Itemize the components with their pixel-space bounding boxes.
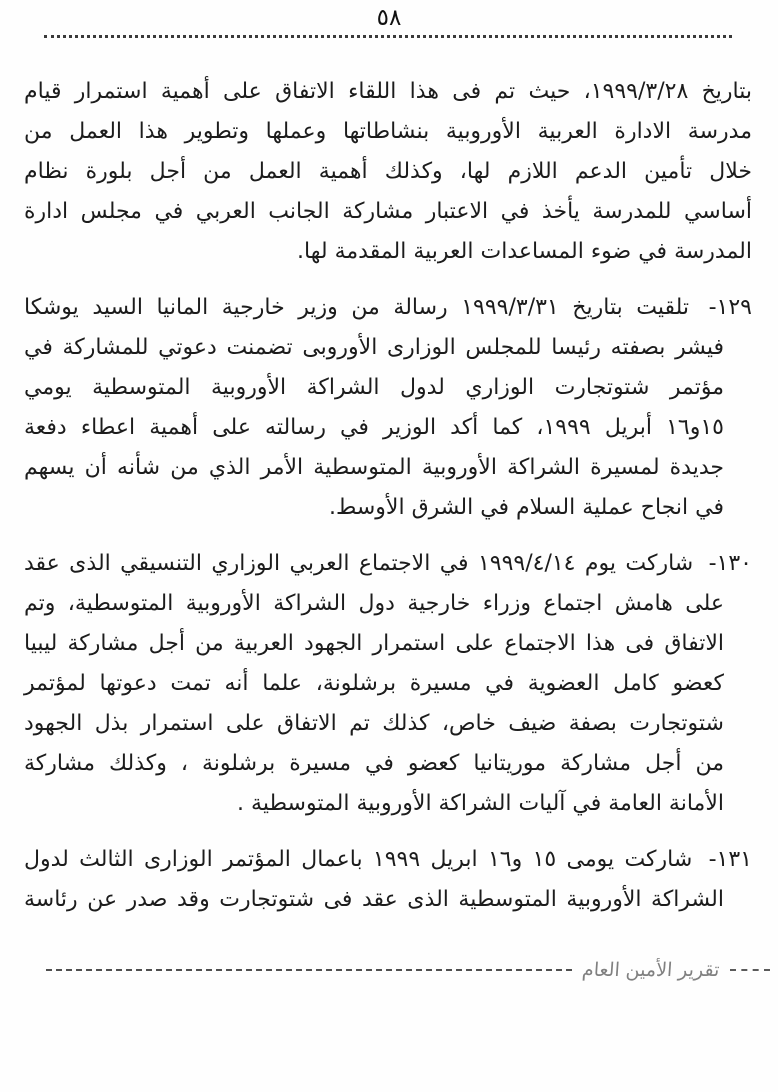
numbered-item	[24, 840, 752, 920]
text-line: خلال تأمين الدعم اللازم لها، وكذلك أهمية العمل من أجل بلورة نظام	[24, 159, 752, 184]
text-line: كعضو كامل العضوية في مسيرة برشلونة، علما أنه تمت دعوتها لمؤتمر	[24, 671, 724, 696]
text-line: الاتفاق فى هذا الاجتماع على استمرار الجهود العربية من أجل مشاركة ليبيا	[24, 631, 724, 656]
text-line: شتوتجارت بصفة ضيف خاص، كذلك تم الاتفاق على استمرار بذل الجهود	[24, 711, 724, 736]
text-line: الشراكة الأوروبية المتوسطية الذى عقد فى شتوتجارت وقد صدر عن رئاسة	[24, 887, 724, 912]
text-line: ١٣١- شاركت يومى ١٥ و١٦ ابريل ١٩٩٩ باعمال المؤتمر الوزارى الثالث لدول	[24, 847, 752, 872]
numbered-item	[24, 544, 752, 824]
text-line: مؤتمر شتوتجارت الوزاري لدول الشراكة الأوروبية المتوسطية يومي	[24, 375, 724, 400]
text-line: مدرسة الادارة العربية الأوروبية بنشاطاتها وعملها وتطوير هذا العمل من	[24, 119, 752, 144]
text-line: ١٥و١٦ أبريل ١٩٩٩، كما أكد الوزير في رسالته على أهمية اعطاء دفعة	[24, 415, 724, 440]
numbered-item	[24, 288, 752, 528]
footer-dash-right	[730, 969, 770, 971]
text-line: جديدة لمسيرة الشراكة الأوروبية المتوسطية الأمر الذي من شأنه أن يسهم	[24, 455, 724, 480]
text-line: الأمانة العامة في آليات الشراكة الأوروبية المتوسطية .	[237, 791, 724, 816]
text-line: ١٣٠- شاركت يوم ١٩٩٩/٤/١٤ في الاجتماع العربي الوزاري التنسيقي الذى عقد	[24, 551, 752, 576]
header-dotted-rule	[44, 35, 732, 38]
text-line: فيشر بصفته رئيسا للمجلس الوزارى الأوروبى تضمنت دعوتي للمشاركة في	[24, 335, 724, 360]
item-number: ١٣٠-	[708, 551, 752, 576]
footer-dashed-rule	[46, 969, 572, 971]
page-number: ٥٨	[376, 5, 402, 31]
text-line: في انجاح عملية السلام في الشرق الأوسط.	[328, 495, 724, 520]
item-number: ١٣١-	[708, 847, 752, 872]
text-line: على هامش اجتماع وزراء خارجية دول الشراكة الأوروبية المتوسطية، وتم	[24, 591, 724, 616]
text-line: بتاريخ ١٩٩٩/٣/٢٨، حيث تم فى هذا اللقاء الاتفاق على أهمية استمرار قيام	[24, 79, 753, 104]
paragraph	[24, 72, 752, 272]
text-line: المدرسة في ضوء المساعدات العربية المقدمة لها.	[297, 239, 752, 264]
document-body	[0, 72, 778, 920]
page-footer	[46, 958, 770, 982]
item-number: ١٢٩-	[708, 295, 752, 320]
text-line: من أجل مشاركة موريتانيا كعضو في مسيرة برشلونة ، وكذلك مشاركة	[24, 751, 724, 776]
text-line: ١٢٩- تلقيت بتاريخ ١٩٩٩/٣/٣١ رسالة من وزير خارجية المانيا السيد يوشكا	[24, 295, 752, 320]
text-line: أساسي للمدرسة يأخذ في الاعتبار مشاركة الجانب العربي في مجلس ادارة	[24, 199, 752, 224]
footer-signature-text: تقرير الأمين العام	[581, 959, 721, 981]
